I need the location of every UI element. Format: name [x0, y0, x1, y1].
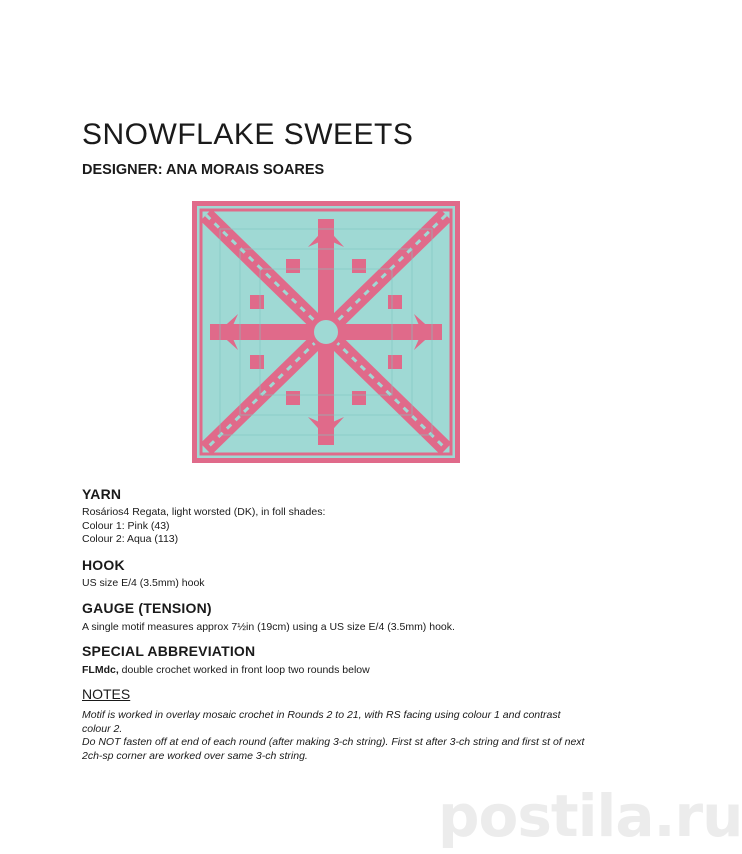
gauge-details: A single motif measures approx 7½in (19cm) using a US size E/4 (3.5mm) hook. — [82, 621, 455, 633]
yarn-line-1: Rosários4 Regata, light worsted (DK), in foll shades: — [82, 506, 326, 518]
abbreviation-definition: double crochet worked in front loop two rounds below — [118, 664, 370, 676]
hook-heading: HOOK — [82, 557, 125, 573]
hook-details: US size E/4 (3.5mm) hook — [82, 577, 205, 589]
notes-line-2: Do NOT fasten off at end of each round (after making 3-ch string). First st after 3-ch string and first st of next 2ch-sp corner are worked over same 3-ch string. — [82, 736, 585, 762]
designer-credit: DESIGNER: ANA MORAIS SOARES — [82, 162, 325, 178]
notes-body — [82, 709, 592, 763]
yarn-colour-2: Colour 2: Aqua (113) — [82, 533, 179, 545]
abbreviation-heading: SPECIAL ABBREVIATION — [82, 643, 256, 659]
yarn-colour-1: Colour 1: Pink (43) — [82, 519, 170, 532]
page-title: SNOWFLAKE SWEETS — [82, 118, 414, 151]
gauge-heading: GAUGE (TENSION) — [82, 600, 212, 616]
yarn-details — [82, 506, 325, 547]
notes-heading: NOTES — [82, 686, 131, 702]
abbreviation-details — [82, 664, 370, 678]
notes-line-1: Motif is worked in overlay mosaic crochet in Rounds 2 to 21, with RS facing using colour 1 and contrast colour 2. — [82, 709, 561, 735]
yarn-heading: YARN — [82, 486, 122, 502]
abbreviation-term: FLMdc, — [82, 664, 119, 676]
watermark: postila.ru — [438, 782, 742, 850]
crochet-motif-image — [190, 199, 462, 465]
